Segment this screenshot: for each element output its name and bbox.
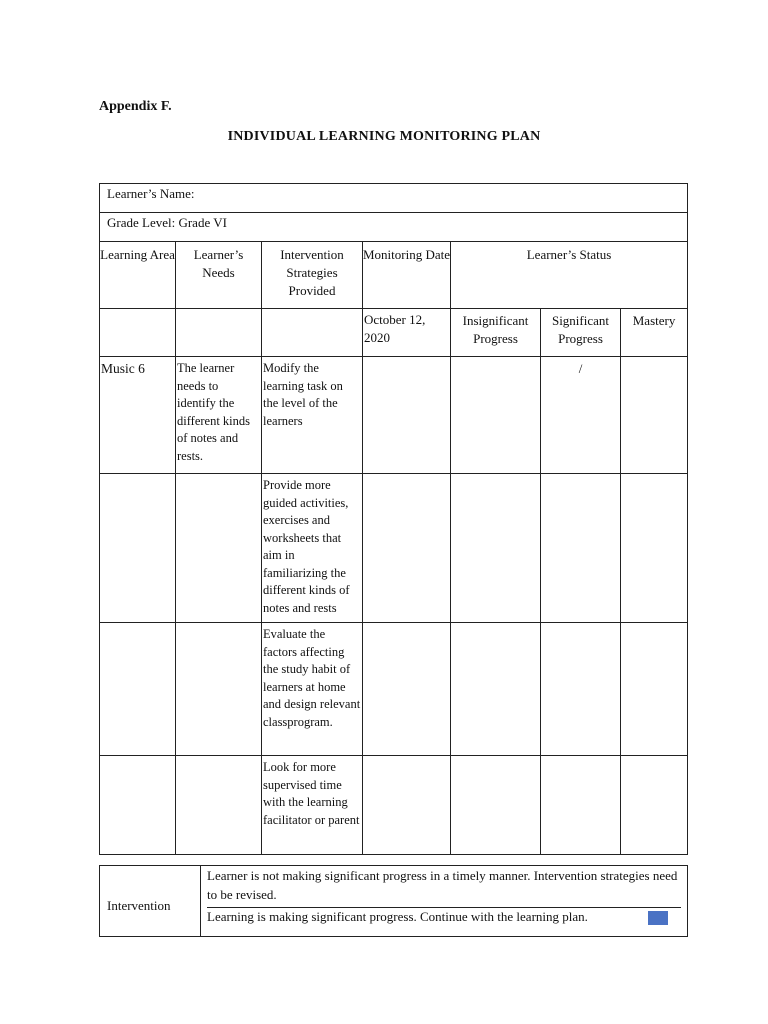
table-row <box>100 357 688 474</box>
mastery-cell <box>621 623 688 756</box>
learning-area-cell: Music 6 <box>100 357 176 474</box>
learners-needs-cell: The learner needs to identify the different kinds of notes and rests. <box>176 357 262 474</box>
mastery-cell <box>621 756 688 855</box>
insignificant-cell <box>451 623 541 756</box>
strategy-cell: Modify the learning task on the level of the learners <box>262 357 363 474</box>
monitoring-plan-table <box>99 183 688 855</box>
table-row <box>100 623 688 756</box>
blue-color-swatch-icon <box>648 911 668 925</box>
header-monitoring-date: Monitoring Date <box>363 242 451 309</box>
mastery-cell <box>621 357 688 474</box>
header-significant-progress: Significant Progress <box>541 309 621 357</box>
header-learning-area: Learning Area <box>100 242 176 309</box>
significant-cell <box>541 756 621 855</box>
empty-cell <box>176 309 262 357</box>
learning-area-cell <box>100 474 176 623</box>
header-mastery: Mastery <box>621 309 688 357</box>
legend-line-continue-text: Learning is making significant progress. Continue with the learning plan. <box>207 908 588 924</box>
insignificant-cell <box>451 474 541 623</box>
learners-needs-cell <box>176 474 262 623</box>
date-cell <box>363 756 451 855</box>
table-row <box>100 474 688 623</box>
legend-line-continue <box>207 907 681 927</box>
strategy-cell: Provide more guided activities, exercises and worksheets that aim in familiarizing the different kinds of notes and rests <box>262 474 363 623</box>
insignificant-cell <box>451 357 541 474</box>
learning-area-cell <box>100 756 176 855</box>
significant-cell <box>541 474 621 623</box>
legend-description <box>201 866 688 937</box>
learners-needs-cell <box>176 623 262 756</box>
significant-mark-cell: / <box>541 357 621 474</box>
header-learners-needs: Learner’s Needs <box>176 242 262 309</box>
strategy-cell: Evaluate the factors affecting the study habit of learners at home and design relevant classprogram. <box>262 623 363 756</box>
appendix-label: Appendix F. <box>99 99 172 114</box>
empty-cell <box>100 309 176 357</box>
insignificant-cell <box>451 756 541 855</box>
intervention-legend-table <box>99 865 688 937</box>
monitoring-date-value: October 12, 2020 <box>363 309 451 357</box>
significant-cell <box>541 623 621 756</box>
date-cell <box>363 623 451 756</box>
date-cell <box>363 357 451 474</box>
header-intervention-strategies: Intervention Strategies Provided <box>262 242 363 309</box>
date-cell <box>363 474 451 623</box>
table-row <box>100 756 688 855</box>
document-title: INDIVIDUAL LEARNING MONITORING PLAN <box>227 129 541 144</box>
legend-label: Intervention <box>100 866 201 937</box>
learner-name-cell: Learner’s Name: <box>100 184 688 213</box>
mastery-cell <box>621 474 688 623</box>
header-insignificant-progress: Insignificant Progress <box>451 309 541 357</box>
strategy-cell: Look for more supervised time with the learning facilitator or parent <box>262 756 363 855</box>
learners-needs-cell <box>176 756 262 855</box>
header-learners-status: Learner’s Status <box>451 242 688 309</box>
empty-cell <box>262 309 363 357</box>
learning-area-cell <box>100 623 176 756</box>
legend-line-revise: Learner is not making significant progress in a timely manner. Intervention strategies need to be revised. <box>207 868 678 902</box>
grade-level-cell: Grade Level: Grade VI <box>100 213 688 242</box>
